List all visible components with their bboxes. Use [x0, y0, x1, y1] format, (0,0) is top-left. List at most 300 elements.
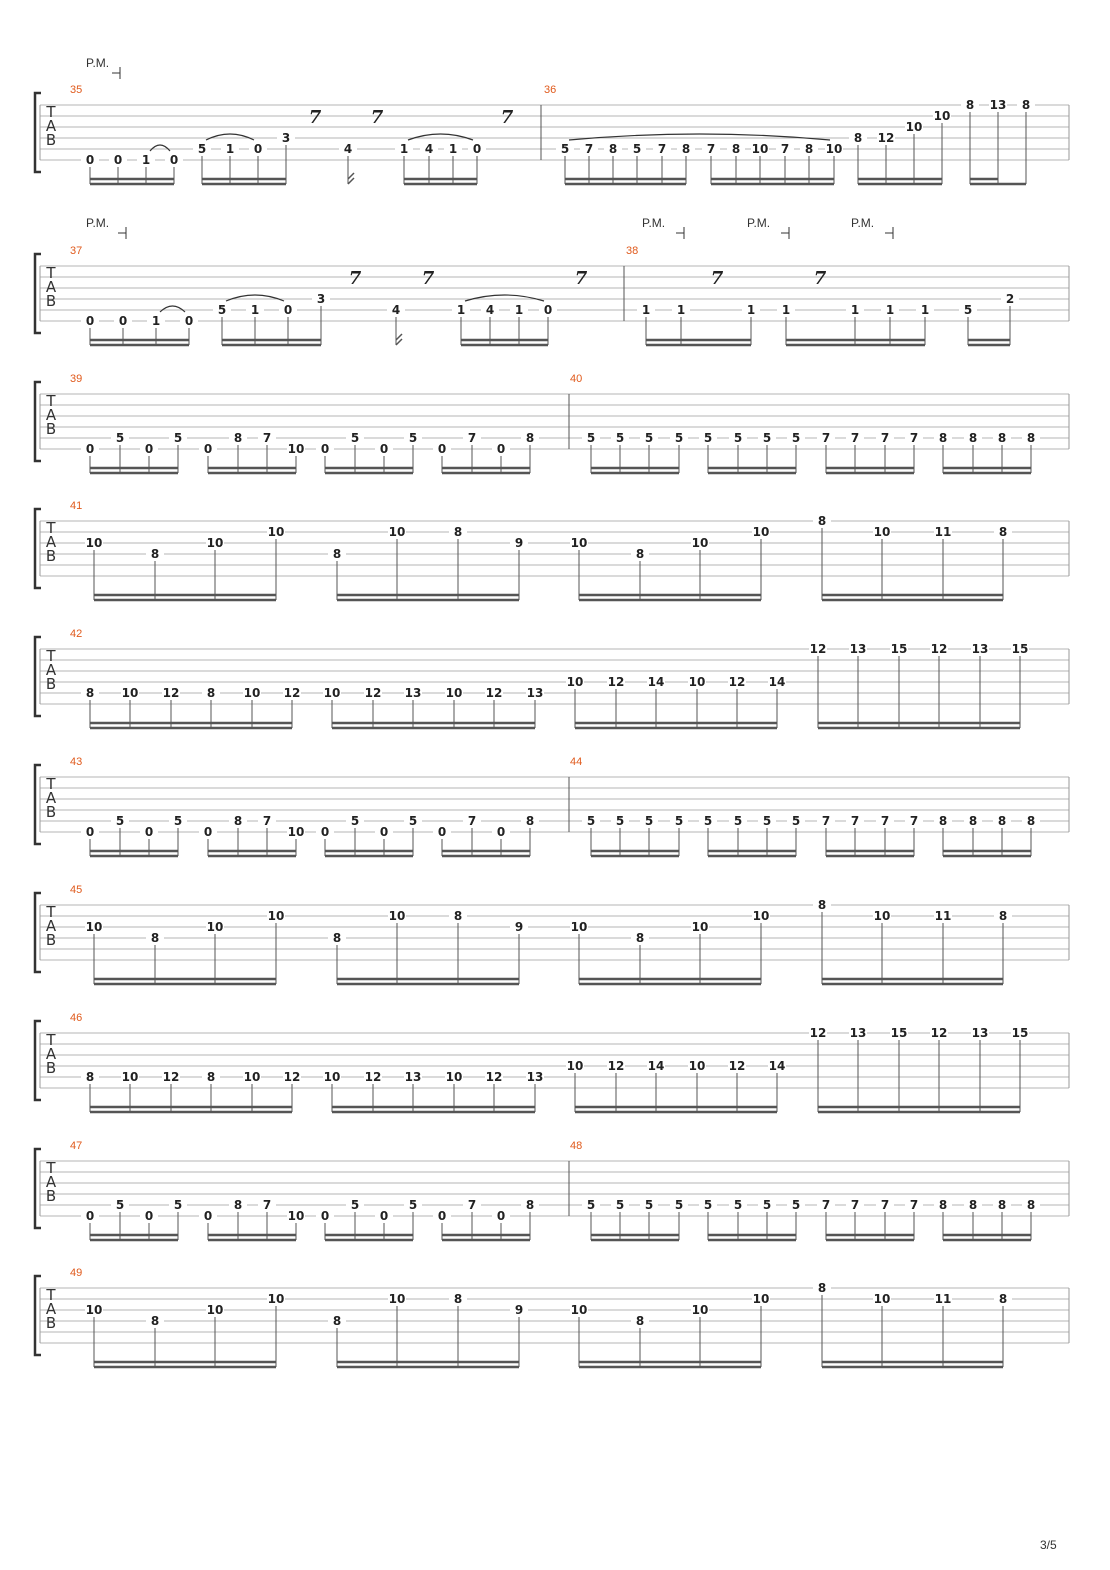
fret-number: 7 [850, 431, 860, 445]
fret-number: 1 [225, 142, 235, 156]
measure-number: 35 [70, 84, 83, 96]
fret-number: 8 [938, 814, 948, 828]
measure-number: 48 [570, 1140, 583, 1152]
fret-number: 8 [1026, 1198, 1036, 1212]
fret-number: 7 [821, 431, 831, 445]
fret-number: 12 [283, 1070, 301, 1084]
fret-number: 7 [706, 142, 716, 156]
fret-number: 8 [233, 431, 243, 445]
fret-number: 10 [688, 675, 706, 689]
fret-number: 5 [615, 1198, 625, 1212]
rest-symbol: 7 [813, 268, 827, 289]
fret-number: 0 [169, 153, 179, 167]
rest-symbol: 7 [348, 268, 362, 289]
fret-number: 8 [453, 909, 463, 923]
tab-system [35, 1267, 1069, 1367]
fret-number: 10 [206, 1303, 224, 1317]
fret-number: 10 [752, 1292, 770, 1306]
fret-number: 0 [283, 303, 293, 317]
fret-number: 8 [997, 1198, 1007, 1212]
fret-number: 1 [250, 303, 260, 317]
fret-number: 5 [586, 431, 596, 445]
tab-clef-letter: A [45, 1045, 57, 1063]
fret-number: 13 [971, 1026, 989, 1040]
fret-number: 4 [343, 142, 353, 156]
tab-clef-letter: A [45, 278, 57, 296]
fret-number: 10 [752, 525, 770, 539]
tab-system [35, 884, 1069, 984]
fret-number: 14 [647, 1059, 665, 1073]
fret-number: 0 [543, 303, 553, 317]
measure-number: 39 [70, 373, 83, 385]
fret-number: 5 [173, 431, 183, 445]
fret-number: 0 [118, 314, 128, 328]
fret-number: 1 [746, 303, 756, 317]
fret-number: 8 [85, 686, 95, 700]
fret-number: 5 [644, 1198, 654, 1212]
tab-clef-letter: A [45, 661, 57, 679]
tab-clef-letter: T [46, 647, 56, 665]
fret-number: 10 [388, 909, 406, 923]
rest-symbol: 7 [500, 107, 514, 128]
fret-number: 1 [920, 303, 930, 317]
fret-number: 0 [320, 1209, 330, 1223]
fret-number: 8 [938, 431, 948, 445]
fret-number: 5 [560, 142, 570, 156]
fret-number: 15 [890, 642, 908, 656]
tab-system [35, 756, 1069, 856]
tab-clef-letter: B [45, 931, 57, 949]
fret-number: 4 [424, 142, 434, 156]
fret-number: 1 [448, 142, 458, 156]
fret-number: 10 [691, 920, 709, 934]
fret-number: 8 [453, 1292, 463, 1306]
fret-number: 8 [233, 1198, 243, 1212]
fret-number: 10 [688, 1059, 706, 1073]
measure-number: 42 [70, 628, 83, 640]
fret-number: 10 [206, 536, 224, 550]
palm-mute-label: P.M. [86, 56, 110, 70]
fret-number: 8 [968, 1198, 978, 1212]
fret-number: 5 [762, 814, 772, 828]
fret-number: 10 [267, 1292, 285, 1306]
tab-clef-letter: B [45, 803, 57, 821]
palm-mute-label: P.M. [747, 216, 771, 230]
fret-number: 10 [287, 1209, 305, 1223]
tie-arc [226, 295, 284, 301]
fret-number: 5 [615, 814, 625, 828]
fret-number: 8 [968, 814, 978, 828]
fret-number: 8 [1026, 431, 1036, 445]
fret-number: 0 [437, 1209, 447, 1223]
fret-number: 5 [733, 1198, 743, 1212]
fret-number: 4 [485, 303, 495, 317]
fret-number: 8 [1021, 98, 1031, 112]
fret-number: 5 [408, 814, 418, 828]
fret-number: 0 [472, 142, 482, 156]
fret-number: 7 [880, 1198, 890, 1212]
tab-system [35, 56, 1069, 184]
tab-clef-letter: A [45, 533, 57, 551]
fret-number: 10 [388, 525, 406, 539]
note-flag [396, 334, 402, 345]
fret-number: 13 [971, 642, 989, 656]
tie-arc [160, 306, 185, 312]
fret-number: 8 [525, 1198, 535, 1212]
fret-number: 7 [262, 814, 272, 828]
fret-number: 10 [825, 142, 843, 156]
fret-number: 13 [526, 686, 544, 700]
tie-arc [569, 134, 830, 140]
fret-number: 0 [144, 825, 154, 839]
fret-number: 10 [243, 1070, 261, 1084]
fret-number: 3 [316, 292, 326, 306]
tab-system [35, 373, 1069, 473]
fret-number: 0 [320, 442, 330, 456]
fret-number: 2 [1005, 292, 1015, 306]
fret-number: 7 [262, 431, 272, 445]
fret-number: 5 [762, 431, 772, 445]
fret-number: 10 [570, 536, 588, 550]
fret-number: 4 [391, 303, 401, 317]
fret-number: 7 [467, 814, 477, 828]
fret-number: 13 [404, 686, 422, 700]
fret-number: 5 [586, 814, 596, 828]
fret-number: 8 [1026, 814, 1036, 828]
fret-number: 10 [243, 686, 261, 700]
tab-clef-letter: T [46, 903, 56, 921]
fret-number: 8 [233, 814, 243, 828]
fret-number: 0 [203, 825, 213, 839]
fret-number: 8 [968, 431, 978, 445]
fret-number: 5 [173, 1198, 183, 1212]
fret-number: 7 [821, 1198, 831, 1212]
fret-number: 5 [733, 431, 743, 445]
fret-number: 0 [379, 1209, 389, 1223]
fret-number: 7 [780, 142, 790, 156]
fret-number: 12 [728, 1059, 746, 1073]
fret-number: 10 [287, 825, 305, 839]
rest-symbol: 7 [421, 268, 435, 289]
palm-mute-label: P.M. [642, 216, 666, 230]
fret-number: 8 [206, 1070, 216, 1084]
tab-clef-letter: A [45, 917, 57, 935]
fret-number: 8 [453, 525, 463, 539]
fret-number: 8 [635, 1314, 645, 1328]
fret-number: 0 [144, 1209, 154, 1223]
tab-clef-letter: A [45, 1300, 57, 1318]
fret-number: 13 [849, 1026, 867, 1040]
fret-number: 0 [203, 1209, 213, 1223]
palm-mute-label: P.M. [86, 216, 110, 230]
fret-number: 12 [607, 1059, 625, 1073]
fret-number: 0 [85, 153, 95, 167]
measure-number: 37 [70, 245, 83, 257]
fret-number: 12 [930, 1026, 948, 1040]
tab-clef-letter: B [45, 1187, 57, 1205]
fret-number: 10 [85, 536, 103, 550]
fret-number: 12 [162, 686, 180, 700]
fret-number: 8 [332, 547, 342, 561]
tab-system [35, 216, 1069, 345]
tab-system [35, 1140, 1069, 1240]
tab-clef-letter: B [45, 1314, 57, 1332]
tab-clef-letter: A [45, 117, 57, 135]
fret-number: 8 [681, 142, 691, 156]
measure-number: 43 [70, 756, 83, 768]
fret-number: 5 [115, 431, 125, 445]
fret-number: 12 [607, 675, 625, 689]
fret-number: 13 [526, 1070, 544, 1084]
fret-number: 5 [674, 1198, 684, 1212]
measure-number: 41 [70, 500, 83, 512]
fret-number: 10 [85, 920, 103, 934]
fret-number: 10 [121, 686, 139, 700]
fret-number: 0 [85, 825, 95, 839]
fret-number: 5 [674, 431, 684, 445]
fret-number: 0 [85, 442, 95, 456]
tab-clef-letter: T [46, 392, 56, 410]
fret-number: 8 [731, 142, 741, 156]
page-number: 3/5 [1040, 1538, 1057, 1552]
tie-arc [408, 134, 473, 140]
fret-number: 8 [150, 547, 160, 561]
fret-number: 5 [762, 1198, 772, 1212]
fret-number: 10 [85, 1303, 103, 1317]
fret-number: 10 [570, 920, 588, 934]
fret-number: 5 [408, 431, 418, 445]
fret-number: 8 [804, 142, 814, 156]
tab-clef-letter: T [46, 103, 56, 121]
fret-number: 10 [267, 525, 285, 539]
tab-system [35, 1012, 1069, 1112]
fret-number: 8 [206, 686, 216, 700]
tab-clef-letter: T [46, 1286, 56, 1304]
fret-number: 1 [456, 303, 466, 317]
fret-number: 8 [635, 931, 645, 945]
fret-number: 8 [85, 1070, 95, 1084]
fret-number: 1 [850, 303, 860, 317]
tab-clef-letter: A [45, 789, 57, 807]
measure-number: 45 [70, 884, 83, 896]
fret-number: 8 [150, 1314, 160, 1328]
fret-number: 5 [217, 303, 227, 317]
fret-number: 0 [437, 825, 447, 839]
fret-number: 0 [379, 825, 389, 839]
fret-number: 10 [323, 686, 341, 700]
fret-number: 12 [485, 1070, 503, 1084]
fret-number: 0 [144, 442, 154, 456]
fret-number: 8 [998, 525, 1008, 539]
tab-clef-letter: B [45, 131, 57, 149]
fret-number: 7 [850, 814, 860, 828]
fret-number: 5 [115, 1198, 125, 1212]
fret-number: 5 [408, 1198, 418, 1212]
fret-number: 10 [691, 536, 709, 550]
tab-clef-letter: A [45, 406, 57, 424]
fret-number: 0 [437, 442, 447, 456]
fret-number: 8 [998, 1292, 1008, 1306]
fret-number: 10 [751, 142, 769, 156]
fret-number: 10 [566, 1059, 584, 1073]
tab-clef-letter: T [46, 1031, 56, 1049]
fret-number: 8 [997, 431, 1007, 445]
fret-number: 12 [283, 686, 301, 700]
fret-number: 0 [85, 1209, 95, 1223]
fret-number: 14 [768, 675, 786, 689]
fret-number: 10 [905, 120, 923, 134]
fret-number: 5 [350, 431, 360, 445]
measure-number: 40 [570, 373, 583, 385]
tab-clef-letter: B [45, 420, 57, 438]
fret-number: 8 [150, 931, 160, 945]
fret-number: 8 [817, 898, 827, 912]
fret-number: 0 [113, 153, 123, 167]
fret-number: 10 [445, 686, 463, 700]
fret-number: 12 [930, 642, 948, 656]
fret-number: 10 [570, 1303, 588, 1317]
tab-system [35, 628, 1069, 728]
fret-number: 5 [791, 1198, 801, 1212]
fret-number: 0 [496, 1209, 506, 1223]
fret-number: 5 [350, 814, 360, 828]
fret-number: 10 [206, 920, 224, 934]
fret-number: 10 [691, 1303, 709, 1317]
fret-number: 11 [934, 525, 952, 539]
fret-number: 8 [332, 931, 342, 945]
rest-symbol: 7 [370, 107, 384, 128]
tie-arc [465, 295, 544, 301]
fret-number: 10 [323, 1070, 341, 1084]
fret-number: 1 [885, 303, 895, 317]
fret-number: 8 [938, 1198, 948, 1212]
fret-number: 14 [768, 1059, 786, 1073]
fret-number: 5 [586, 1198, 596, 1212]
fret-number: 8 [332, 1314, 342, 1328]
measure-number: 47 [70, 1140, 83, 1152]
fret-number: 7 [821, 814, 831, 828]
measure-number: 49 [70, 1267, 83, 1279]
fret-number: 10 [873, 525, 891, 539]
fret-number: 10 [933, 109, 951, 123]
rest-symbol: 7 [308, 107, 322, 128]
fret-number: 10 [873, 909, 891, 923]
fret-number: 8 [853, 131, 863, 145]
fret-number: 10 [121, 1070, 139, 1084]
fret-number: 9 [514, 1303, 524, 1317]
fret-number: 1 [151, 314, 161, 328]
tie-arc [150, 145, 170, 151]
fret-number: 10 [752, 909, 770, 923]
fret-number: 7 [467, 1198, 477, 1212]
fret-number: 9 [514, 920, 524, 934]
fret-number: 1 [676, 303, 686, 317]
tab-clef-letter: B [45, 547, 57, 565]
tab-clef-letter: B [45, 675, 57, 693]
fret-number: 5 [703, 814, 713, 828]
fret-number: 0 [184, 314, 194, 328]
fret-number: 0 [85, 314, 95, 328]
fret-number: 12 [809, 1026, 827, 1040]
fret-number: 8 [608, 142, 618, 156]
fret-number: 10 [388, 1292, 406, 1306]
fret-number: 5 [197, 142, 207, 156]
fret-number: 13 [849, 642, 867, 656]
fret-number: 8 [817, 1281, 827, 1295]
fret-number: 7 [880, 431, 890, 445]
tie-arc [206, 134, 254, 140]
fret-number: 10 [267, 909, 285, 923]
fret-number: 0 [253, 142, 263, 156]
fret-number: 7 [909, 1198, 919, 1212]
fret-number: 12 [364, 1070, 382, 1084]
fret-number: 5 [115, 814, 125, 828]
fret-number: 5 [632, 142, 642, 156]
fret-number: 1 [781, 303, 791, 317]
fret-number: 8 [525, 431, 535, 445]
fret-number: 5 [615, 431, 625, 445]
tab-clef-letter: T [46, 264, 56, 282]
tab-clef-letter: T [46, 1159, 56, 1177]
tab-clef-letter: B [45, 1059, 57, 1077]
fret-number: 12 [364, 686, 382, 700]
measure-number: 46 [70, 1012, 83, 1024]
fret-number: 5 [350, 1198, 360, 1212]
fret-number: 5 [703, 1198, 713, 1212]
fret-number: 1 [514, 303, 524, 317]
fret-number: 13 [404, 1070, 422, 1084]
fret-number: 10 [566, 675, 584, 689]
fret-number: 9 [514, 536, 524, 550]
fret-number: 12 [728, 675, 746, 689]
fret-number: 8 [817, 514, 827, 528]
rest-symbol: 7 [710, 268, 724, 289]
fret-number: 5 [963, 303, 973, 317]
fret-number: 10 [445, 1070, 463, 1084]
fret-number: 12 [162, 1070, 180, 1084]
fret-number: 1 [399, 142, 409, 156]
fret-number: 11 [934, 1292, 952, 1306]
fret-number: 3 [281, 131, 291, 145]
fret-number: 8 [997, 814, 1007, 828]
fret-number: 15 [1011, 1026, 1029, 1040]
fret-number: 11 [934, 909, 952, 923]
fret-number: 5 [644, 814, 654, 828]
fret-number: 8 [998, 909, 1008, 923]
fret-number: 5 [733, 814, 743, 828]
fret-number: 10 [287, 442, 305, 456]
fret-number: 7 [657, 142, 667, 156]
measure-number: 44 [570, 756, 583, 768]
fret-number: 8 [635, 547, 645, 561]
fret-number: 15 [890, 1026, 908, 1040]
tab-clef-letter: T [46, 775, 56, 793]
note-flag [348, 173, 354, 184]
fret-number: 1 [641, 303, 651, 317]
fret-number: 0 [379, 442, 389, 456]
fret-number: 7 [584, 142, 594, 156]
measure-number: 36 [544, 84, 557, 96]
fret-number: 7 [850, 1198, 860, 1212]
tab-clef-letter: T [46, 519, 56, 537]
fret-number: 0 [203, 442, 213, 456]
fret-number: 0 [496, 442, 506, 456]
fret-number: 12 [809, 642, 827, 656]
fret-number: 1 [141, 153, 151, 167]
fret-number: 7 [909, 814, 919, 828]
tab-clef-letter: A [45, 1173, 57, 1191]
measure-number: 38 [626, 245, 639, 257]
